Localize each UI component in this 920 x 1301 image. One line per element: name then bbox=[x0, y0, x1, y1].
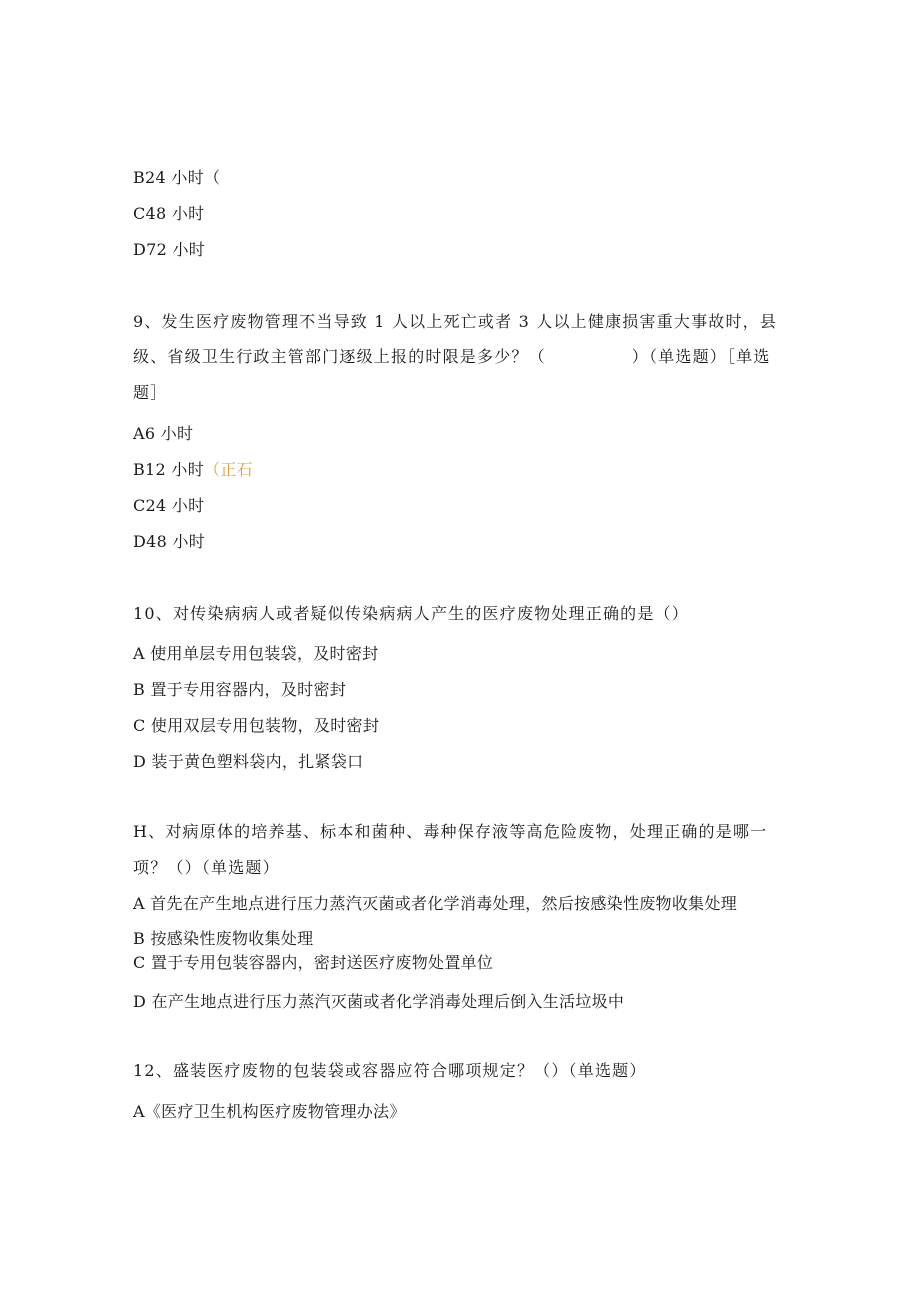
q10-title: 10、对传染病病人或者疑似传染病病人产生的医疗废物处理正确的是（） bbox=[133, 604, 689, 623]
q9-option-a: A6 小时 bbox=[133, 424, 194, 443]
q9-option-b-text: B12 小时 bbox=[133, 460, 205, 479]
q11-title-line-2: 项？（）（单选题） bbox=[133, 858, 280, 877]
q12-option-a: A《医疗卫生机构医疗废物管理办法》 bbox=[133, 1102, 406, 1121]
q10-option-d: D 装于黄色塑料袋内，扎紧袋口 bbox=[133, 752, 364, 771]
q9-option-b bbox=[133, 460, 253, 480]
q8-option-b: B24 小时（ bbox=[133, 168, 221, 187]
q11-option-a: A 首先在产生地点进行压力蒸汽灭菌或者化学消毒处理，然后按感染性废物收集处理 bbox=[133, 894, 738, 913]
q10-option-a: A 使用单层专用包装袋，及时密封 bbox=[133, 644, 379, 663]
q12-title: 12、盛装医疗废物的包装袋或容器应符合哪项规定？（）（单选题） bbox=[133, 1061, 647, 1080]
q11-option-b: B 按感染性废物收集处理 bbox=[133, 929, 314, 948]
q9-option-d: D48 小时 bbox=[133, 532, 206, 551]
q10-option-c: C 使用双层专用包装物，及时密封 bbox=[133, 716, 380, 735]
q11-title-line-1: H、对病原体的培养基、标本和菌种、毒种保存液等高危险废物，处理正确的是哪一 bbox=[133, 822, 768, 841]
q11-option-c: C 置于专用包装容器内，密封送医疗废物处置单位 bbox=[133, 953, 494, 972]
q9-title-line-1: 9、发生医疗废物管理不当导致 1 人以上死亡或者 3 人以上健康损害重大事故时，县 bbox=[133, 312, 778, 331]
q8-option-d: D72 小时 bbox=[133, 240, 206, 259]
q8-option-c: C48 小时 bbox=[133, 204, 205, 223]
q9-option-c: C24 小时 bbox=[133, 496, 205, 515]
q9-title-line-2: 级、省级卫生行政主管部门逐级上报的时限是多少？（ ）（单选题）［单选 bbox=[133, 347, 771, 366]
q11-option-d: D 在产生地点进行压力蒸汽灭菌或者化学消毒处理后倒入生活垃圾中 bbox=[133, 992, 625, 1011]
q10-option-b: B 置于专用容器内，及时密封 bbox=[133, 680, 347, 699]
q9-title-line-3: 题］ bbox=[133, 383, 168, 402]
q9-option-b-answer-mark: （正石 bbox=[204, 460, 253, 479]
